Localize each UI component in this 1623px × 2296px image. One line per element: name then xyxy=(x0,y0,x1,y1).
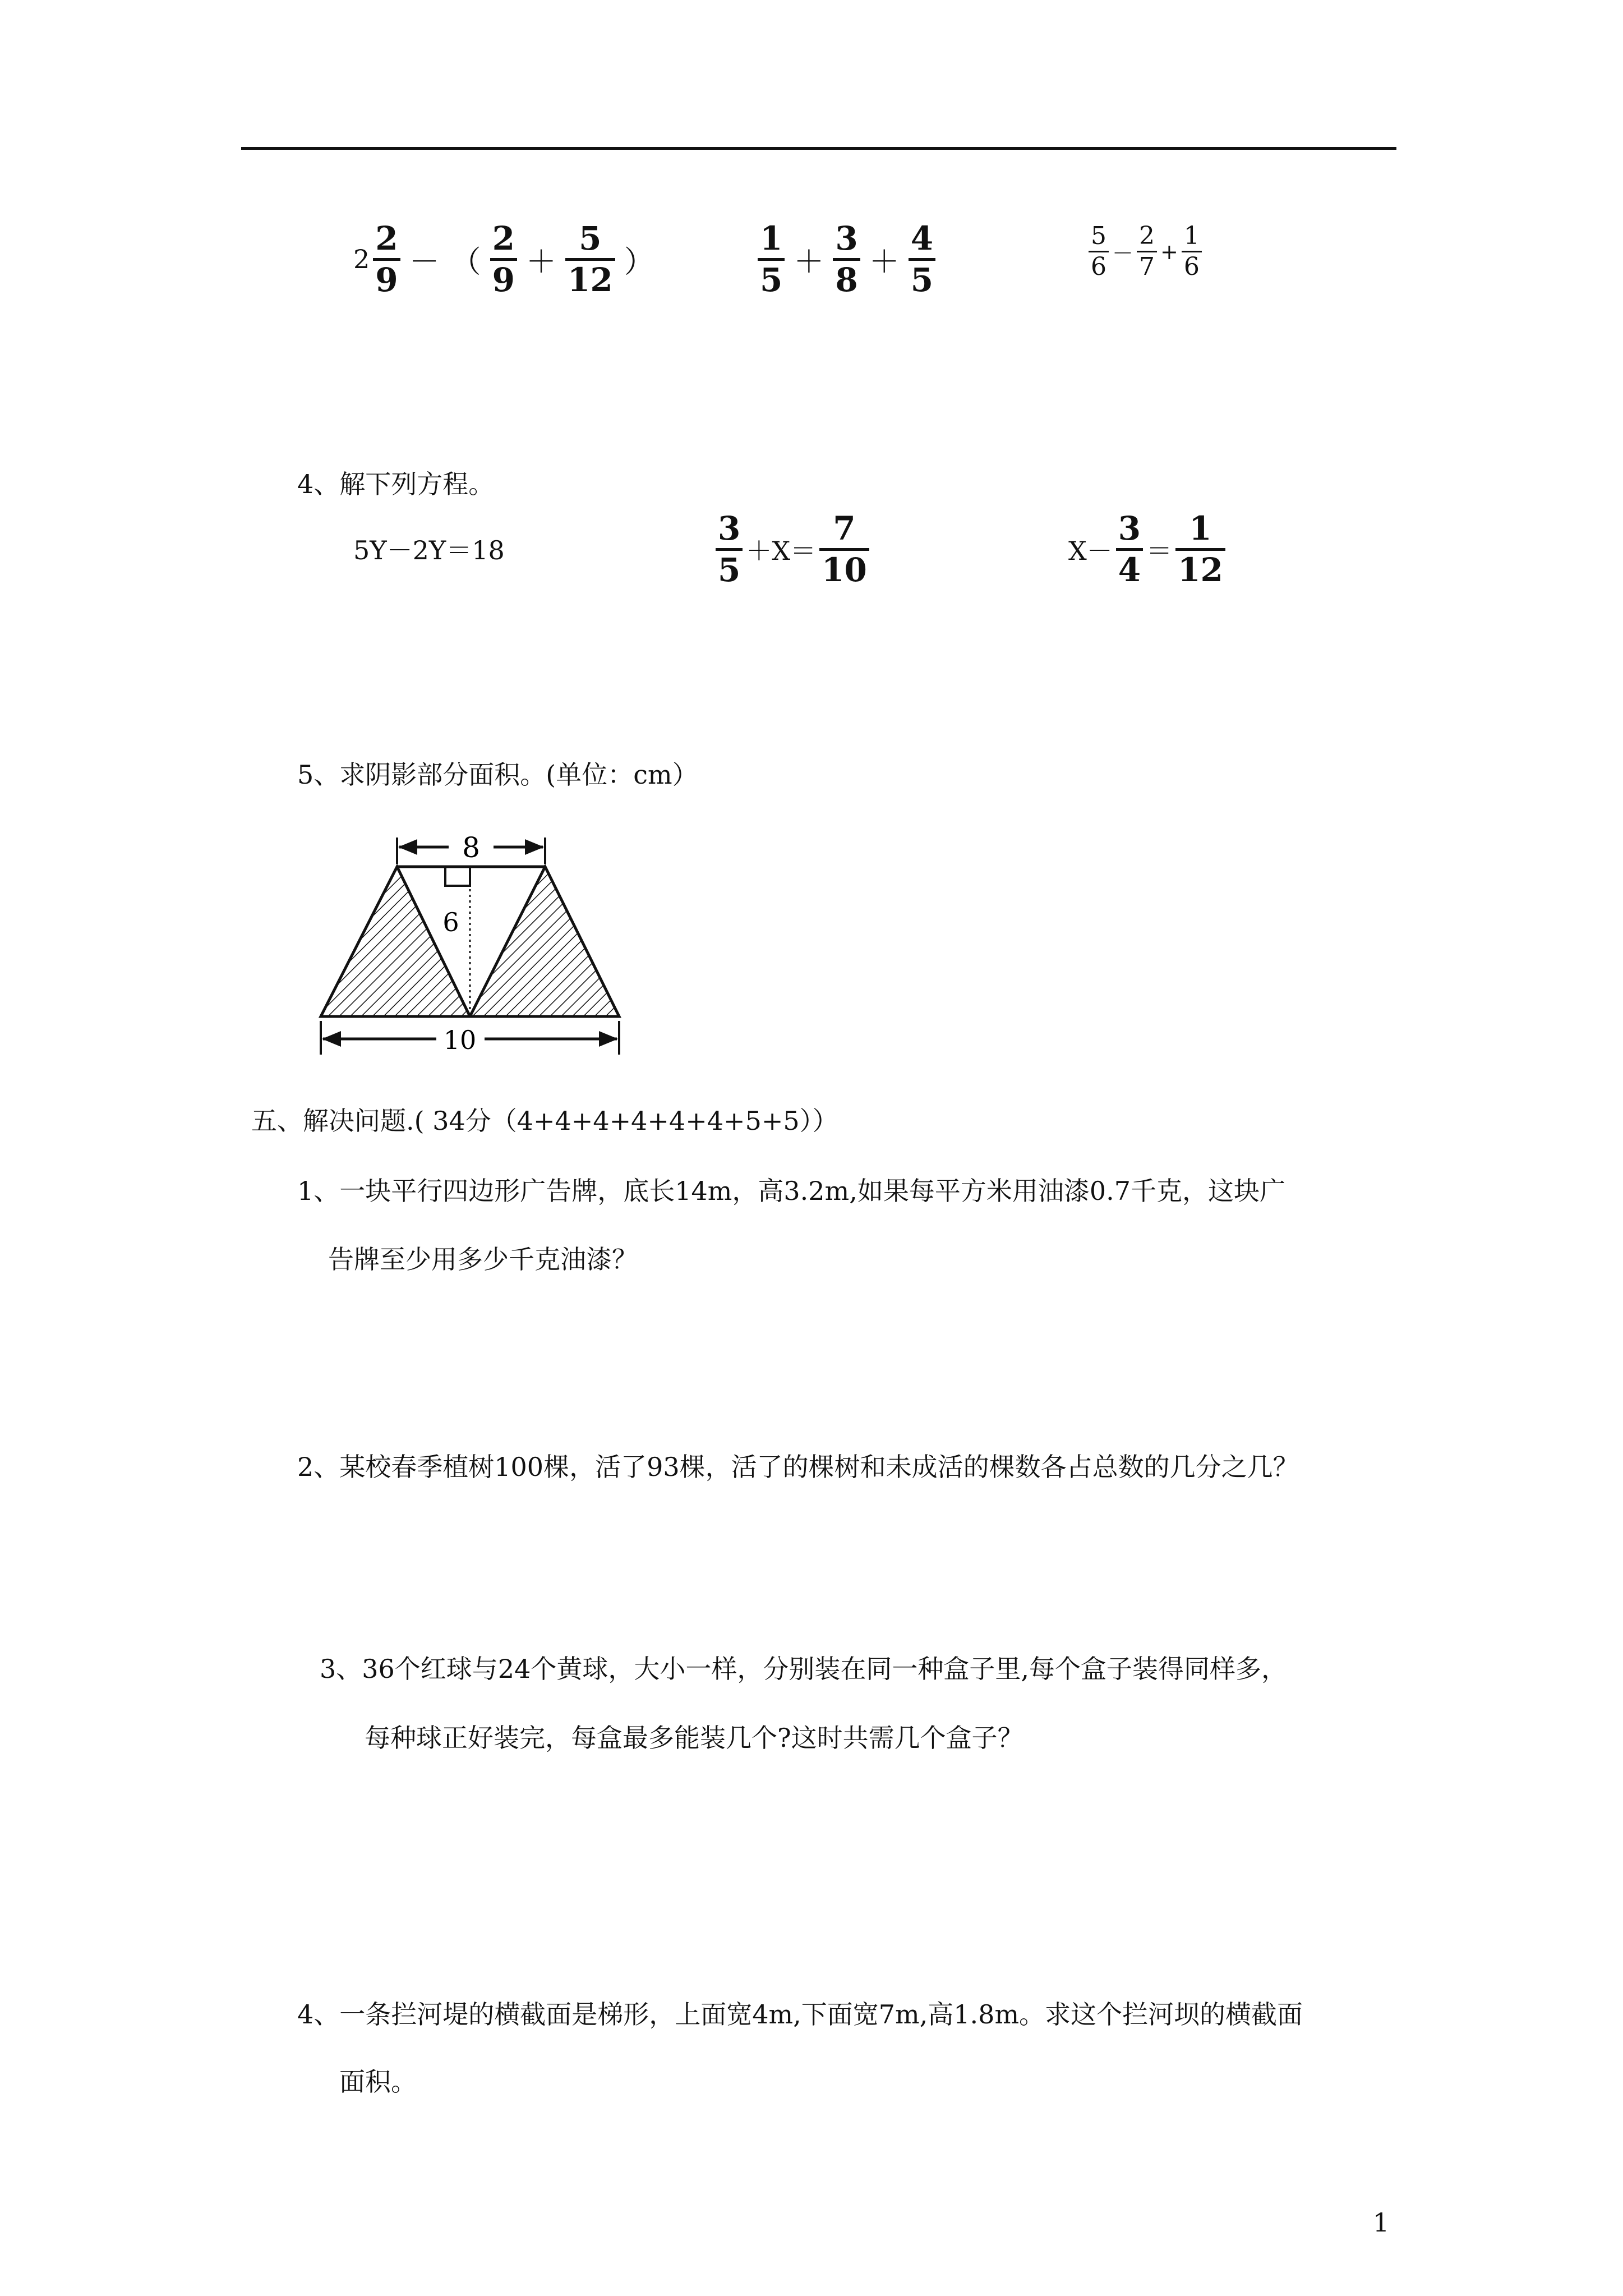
header-rule xyxy=(241,147,1396,150)
problem-1-line-2: 告牌至少用多少千克油漆？ xyxy=(328,1244,638,1274)
calc-expression-3 xyxy=(1085,223,1205,280)
fraction: 3 4 xyxy=(1116,512,1143,587)
arrow-right-bottom xyxy=(599,1031,618,1047)
problem-1-line-1: 1、一块平行四边形广告牌，底长14m，高3.2m,如果每平方米用油漆0.7千克，这块广 xyxy=(297,1176,1285,1206)
arrow-right-top xyxy=(525,839,544,855)
problem-3-line-1: 3、36个红球与24个黄球，大小一样，分别装在同一种盒子里,每个盒子装得同样多， xyxy=(320,1654,1287,1684)
label-height-6: 6 xyxy=(442,907,459,937)
paren-close: ） xyxy=(624,243,654,279)
shaded-triangle-right xyxy=(470,867,619,1016)
fraction: 1 12 xyxy=(1175,512,1225,587)
operator: ＋ xyxy=(526,243,556,279)
fraction: 3 5 xyxy=(716,512,743,587)
equals-sign: ＝ xyxy=(1146,536,1173,567)
q4-title: 4、解下列方程。 xyxy=(297,469,495,499)
equation-prefix: X－ xyxy=(1068,536,1113,567)
paren-open: （ xyxy=(450,243,481,279)
fraction: $\frac{2}{7}$ xyxy=(1137,223,1157,280)
section-heading: 五、解决问题.( 34分（4+4+4+4+4+4+5+5）） xyxy=(251,1106,838,1136)
fraction: 3 8 xyxy=(833,222,860,297)
shaded-triangle-left xyxy=(321,867,470,1016)
label-top-8: 8 xyxy=(462,831,480,864)
problem-3-line-2: 每种球正好装完，每盒最多能装几个?这时共需几个盒子？ xyxy=(365,1723,1023,1753)
whole-number: 2 xyxy=(353,244,370,275)
fraction: $\frac{5}{6}$ xyxy=(1089,223,1109,280)
fraction: 4 5 xyxy=(909,222,935,297)
fraction: 1 5 xyxy=(758,222,785,297)
q5-title: 5、求阴影部分面积。(单位：cm） xyxy=(297,760,698,790)
operator: － xyxy=(1112,241,1134,266)
operator: ＋ xyxy=(869,243,900,279)
fraction: 2 9 xyxy=(490,222,517,297)
calc-expression-1 xyxy=(353,219,660,299)
equation-3 xyxy=(1068,509,1229,589)
arrow-left-bottom xyxy=(322,1031,341,1047)
fraction: 7 10 xyxy=(819,512,869,587)
operator: ＋ xyxy=(794,243,824,279)
page-number: 1 xyxy=(1373,2207,1390,2238)
problem-4-line-1: 4、一条拦河堤的横截面是梯形，上面宽4m,下面宽7m,高1.8m。求这个拦河坝的横截面 xyxy=(297,1999,1303,2030)
problem-2-line-1: 2、某校春季植树100棵，活了93棵，活了的棵树和未成活的棵数各占总数的几分之几？ xyxy=(297,1452,1299,1482)
arrow-left-top xyxy=(398,839,417,855)
fraction: $\frac{1}{6}$ xyxy=(1182,223,1202,280)
right-angle-mark xyxy=(445,867,470,886)
fraction: 5 12 xyxy=(565,222,615,297)
operator: － xyxy=(409,243,440,279)
problem-4-line-2: 面积。 xyxy=(339,2067,417,2097)
fraction: 2 9 xyxy=(373,222,400,297)
shaded-area-figure xyxy=(314,822,628,1069)
equation-1: 5Y－2Y＝18 xyxy=(353,535,505,565)
calc-expression-2 xyxy=(754,219,939,299)
operator: + xyxy=(1160,239,1178,264)
equation-2 xyxy=(712,509,873,589)
label-bottom-10: 10 xyxy=(443,1025,477,1055)
equation-middle: ＋X＝ xyxy=(746,536,817,567)
